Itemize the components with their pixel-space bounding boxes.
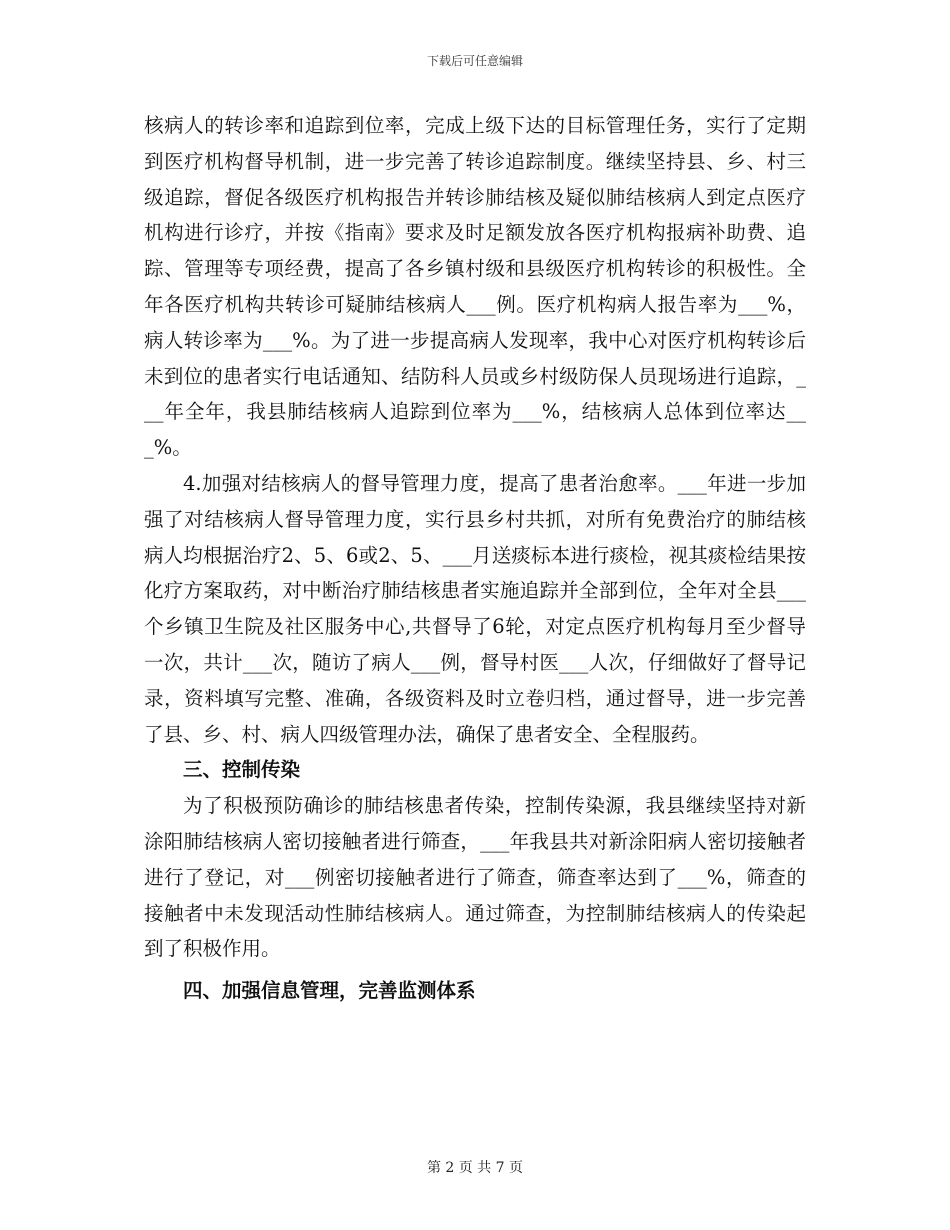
document-body xyxy=(144,108,806,1009)
paragraph-referral-tracking: 核病人的转诊率和追踪到位率，完成上级下达的目标管理任务，实行了定期到医疗机构督导机制，进一步完善了转诊追踪制度。继续坚持县、乡、村三级追踪，督促各级医疗机构报告并转诊肺结核及疑似肺结核病人到定点医疗机构进行诊疗，并按《指南》要求及时足额发放各医疗机构报病补助费、追踪、管理等专项经费，提高了各乡镇村级和县级医疗机构转诊的积极性。全年各医疗机构共转诊可疑肺结核病人___例。医疗机构病人报告率为___%，病人转诊率为___%。为了进一步提高病人发现率，我中心对医疗机构转诊后未到位的患者实行电话通知、结防科人员或乡村级防保人员现场进行追踪，___年全年，我县肺结核病人追踪到位率为___%，结核病人总体到位率达___%。 xyxy=(144,114,806,460)
paragraph-contact-screening: 为了积极预防确诊的肺结核患者传染，控制传染源，我县继续坚持对新涂阳肺结核病人密切接触者进行筛查，___年我县共对新涂阳病人密切接触者进行了登记，对___例密切接触者进行了筛查，筛查率达到了___%，筛查的接触者中未发现活动性肺结核病人。通过筛查，为控制肺结核病人的传染起到了积极作用。 xyxy=(144,794,806,961)
section-heading-information-management: 四、加强信息管理，完善监测体系 xyxy=(183,979,476,1003)
page-header: 下载后可任意编辑 xyxy=(426,54,523,68)
page-number-footer: 第 2 页 共 7 页 xyxy=(426,1160,524,1176)
paragraph-supervision-management: 4.加强对结核病人的督导管理力度，提高了患者治愈率。___年进一步加强了对结核病人督导管理力度，实行县乡村共抓，对所有免费治疗的肺结核病人均根据治疗2、5、6或2、5、___月送痰标本进行痰检，视其痰检结果按化疗方案取药，对中断治疗肺结核患者实施追踪并全部到位，全年对全县___个乡镇卫生院及社区服务中心,共督导了6轮，对定点医疗机构每月至少督导一次，共计___次，随访了病人___例，督导村医___人次，仔细做好了督导记录，资料填写完整、准确，各级资料及时立卷归档，通过督导，进一步完善了县、乡、村、病人四级管理办法，确保了患者安全、全程服药。 xyxy=(144,471,806,746)
section-heading-control-infection: 三、控制传染 xyxy=(183,758,301,782)
